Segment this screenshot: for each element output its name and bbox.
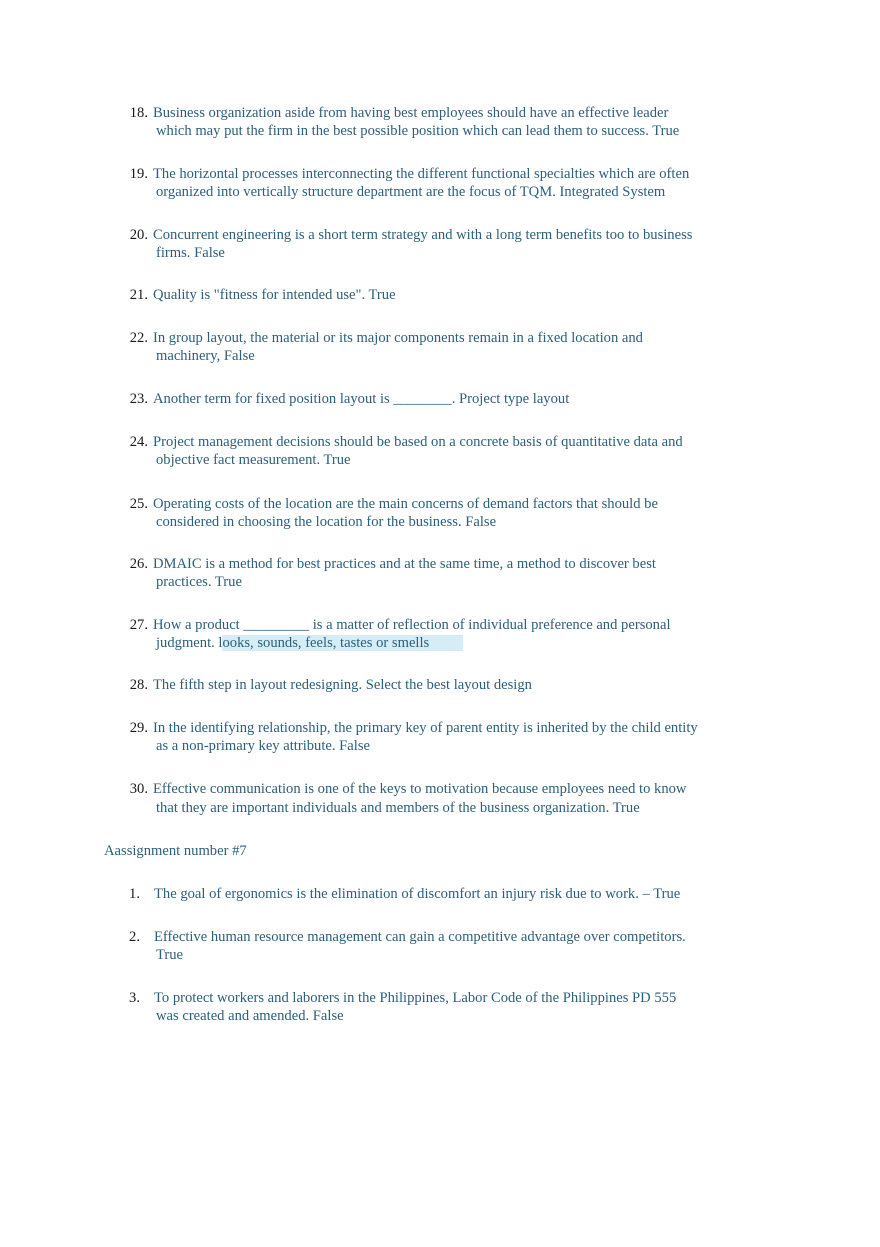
item-text-line2: as a non-primary key attribute. False [156, 737, 370, 754]
item-number: 21. [129, 287, 148, 303]
item-number: 28. [129, 677, 148, 693]
item-text-line2: firms. False [156, 244, 225, 261]
item-number: 25. [129, 496, 148, 512]
item-text-line1: The fifth step in layout redesigning. Select the best layout design [153, 677, 532, 693]
item-text-line1: To protect workers and laborers in the Philippines, Labor Code of the Philippines PD 555 [154, 990, 677, 1006]
item-text-line2: machinery, False [156, 347, 255, 364]
item-number: 2. [129, 929, 140, 945]
item-text-line1: Concurrent engineering is a short term strategy and with a long term benefits too to business [153, 227, 693, 243]
item-number: 20. [129, 227, 148, 243]
item-text-line1: The goal of ergonomics is the elimination of discomfort an injury risk due to work. – True [154, 886, 681, 902]
item-number: 27. [129, 617, 148, 633]
item-text-line2: organized into vertically structure department are the focus of TQM. Integrated System [156, 183, 666, 200]
item-text-line1: DMAIC is a method for best practices and at the same time, a method to discover best [153, 556, 656, 572]
item-text-line2: which may put the firm in the best possible position which can lead them to success. True [156, 122, 680, 139]
item-text-line2: was created and amended. False [156, 1007, 344, 1024]
item-text-line1: Project management decisions should be based on a concrete basis of quantitative data and [153, 434, 683, 450]
section-heading: Aassignment number #7 [104, 843, 247, 859]
item-number: 24. [129, 434, 148, 450]
item-text-line1: The horizontal processes interconnecting the different functional specialties which are often [153, 166, 690, 182]
item-number: 22. [129, 330, 148, 346]
item-text-line1: Business organization aside from having best employees should have an effective leader [153, 105, 669, 121]
item-text-line1: Effective communication is one of the keys to motivation because employees need to know [153, 781, 687, 797]
item-text-line2-start: judgment. l [156, 634, 223, 651]
item-text-line2: considered in choosing the location for the business. False [156, 513, 497, 530]
item-text-line2: True [156, 946, 184, 963]
item-number: 3. [129, 990, 140, 1006]
item-number: 30. [129, 781, 148, 797]
item-text-line2: that they are important individuals and members of the business organization. True [156, 799, 640, 816]
item-text-line2: practices. True [156, 573, 242, 590]
item-text-line1: Effective human resource management can gain a competitive advantage over competitors. [154, 929, 686, 945]
item-number: 19. [129, 166, 148, 182]
highlighted-answer: ooks, sounds, feels, tastes or smells [222, 635, 463, 651]
item-number: 26. [129, 556, 148, 572]
item-text-line2: objective fact measurement. True [156, 451, 351, 468]
item-text-line1: Operating costs of the location are the main concerns of demand factors that should be [153, 496, 658, 512]
item-text-line2 [156, 635, 463, 653]
item-number: 18. [129, 105, 148, 121]
item-number: 23. [129, 391, 148, 407]
item-text-line1: Quality is "fitness for intended use". True [153, 287, 396, 303]
item-text-line1: Another term for fixed position layout is ________. Project type layout [153, 391, 570, 407]
item-text-line1: How a product _________ is a matter of reflection of individual preference and personal [153, 617, 671, 633]
item-text-line1: In the identifying relationship, the primary key of parent entity is inherited by the child entity [153, 720, 698, 736]
item-number: 1. [129, 886, 140, 902]
item-text-line1: In group layout, the material or its major components remain in a fixed location and [153, 330, 643, 346]
item-number: 29. [129, 720, 148, 736]
